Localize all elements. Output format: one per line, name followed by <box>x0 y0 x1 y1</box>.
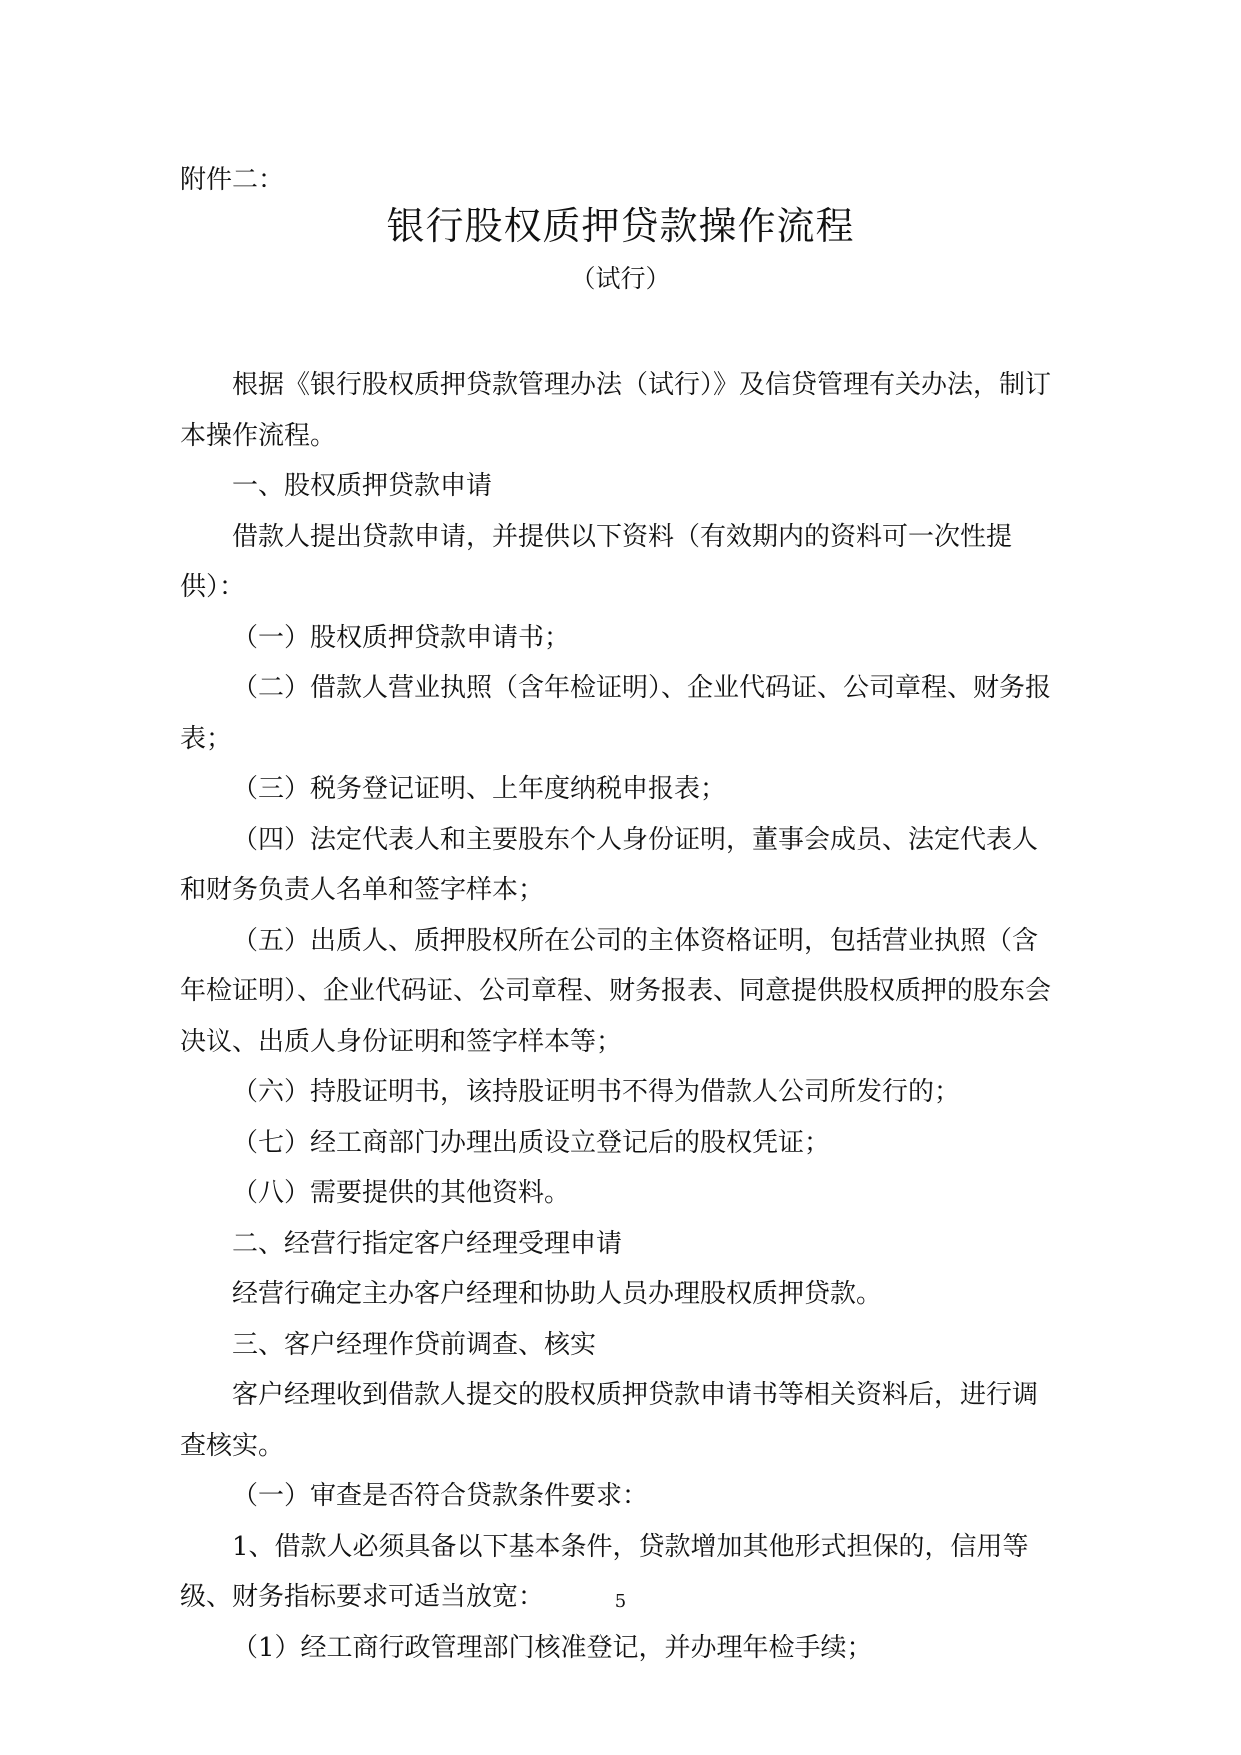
paragraph: 根据《银行股权质押贷款管理办法（试行）》及信贷管理有关办法，制订本操作流程。 <box>180 370 1052 451</box>
section-heading: 三、客户经理作贷前调查、核实 <box>232 1329 597 1360</box>
list-item: （四）法定代表人和主要股东个人身份证明，董事会成员、法定代表人和财务负责人名单和签字样本； <box>180 824 1039 905</box>
list-item: （七）经工商部门办理出质设立登记后的股权凭证； <box>232 1127 831 1158</box>
list-item: （二）借款人营业执照（含年检证明）、企业代码证、公司章程、财务报表； <box>180 673 1052 754</box>
list-item: 1、借款人必须具备以下基本条件，贷款增加其他形式担保的，信用等级、财务指标要求可适当放宽： <box>180 1531 1029 1612</box>
paragraph: 经营行确定主办客户经理和协助人员办理股权质押贷款。 <box>232 1279 883 1309</box>
paragraph: 借款人提出贷款申请，并提供以下资料（有效期内的资料可一次性提供）： <box>180 521 1013 602</box>
list-item: （1）经工商行政管理部门核准登记，并办理年检手续； <box>232 1632 873 1663</box>
list-item: （三）税务登记证明、上年度纳税申报表； <box>232 774 727 804</box>
list-item: （五）出质人、质押股权所在公司的主体资格证明，包括营业执照（含年检证明）、企业代码证、公司章程、财务报表、同意提供股权质押的股东会决议、出质人身份证明和签字样本等； <box>180 925 1052 1057</box>
list-item: （八）需要提供的其他资料。 <box>232 1178 571 1208</box>
list-item: （一）审查是否符合贷款条件要求： <box>232 1481 649 1511</box>
paragraph: 客户经理收到借款人提交的股权质押贷款申请书等相关资料后，进行调查核实。 <box>180 1380 1039 1461</box>
page-number: 5 <box>614 1591 627 1612</box>
document-body <box>180 360 1060 1673</box>
attachment-label: 附件二： <box>180 165 285 195</box>
document-subtitle: （试行） <box>570 264 671 293</box>
section-heading: 二、经营行指定客户经理受理申请 <box>232 1228 623 1259</box>
list-item: （一）股权质押贷款申请书； <box>232 622 571 653</box>
document-title: 银行股权质押贷款操作流程 <box>386 204 855 248</box>
list-item: （六）持股证明书，该持股证明书不得为借款人公司所发行的； <box>232 1077 961 1107</box>
section-heading: 一、股权质押贷款申请 <box>232 471 493 501</box>
